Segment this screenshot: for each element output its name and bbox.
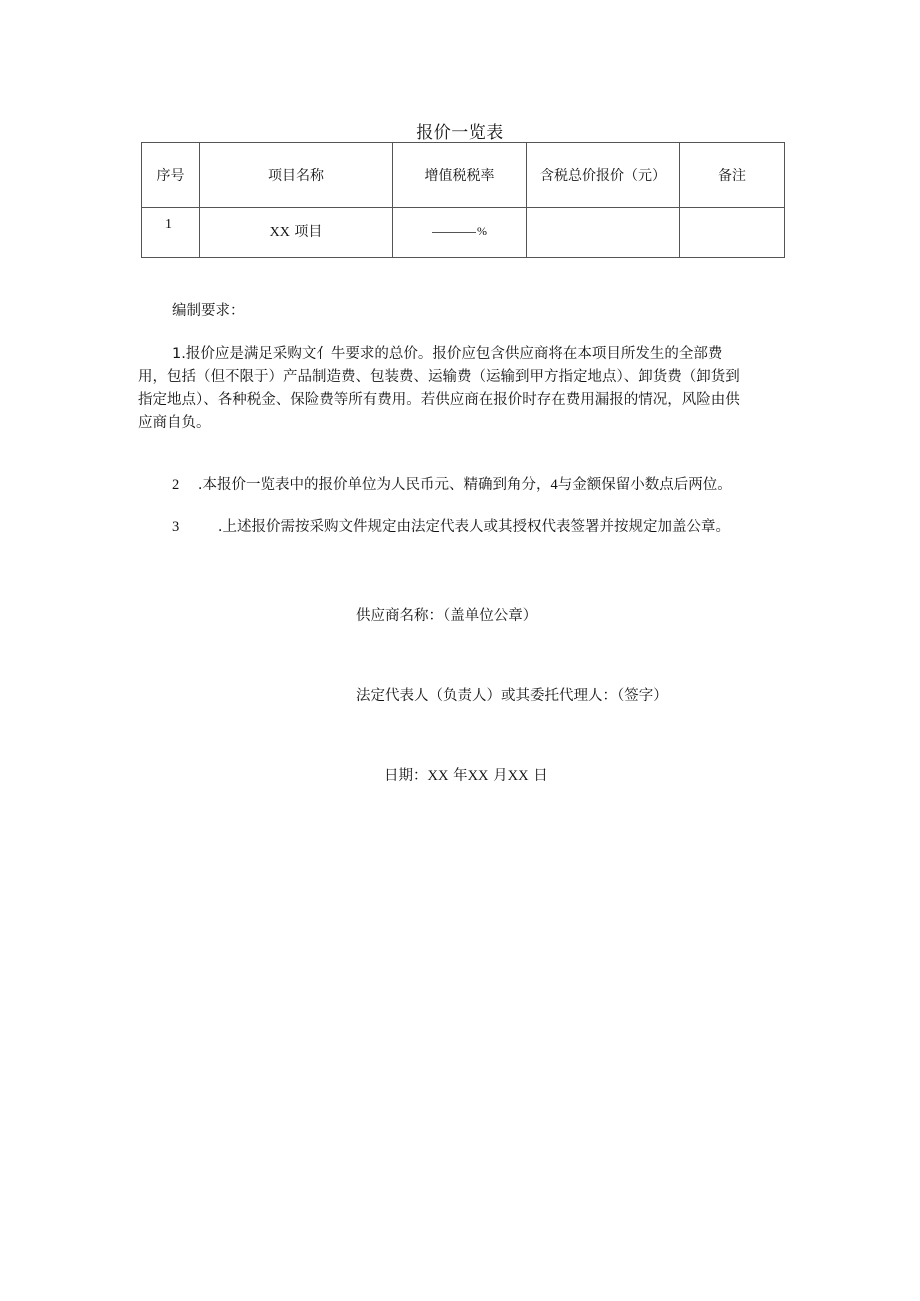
para2-tail: 与金额保留小数点后两位。 xyxy=(557,477,732,493)
date-month: 月 xyxy=(493,768,508,784)
para1-line-2: 用，包括（但不限于）产品制造费、包装费、运输费（运输到甲方指定地点）、卸货费（卸货到 xyxy=(138,369,740,385)
date-year-xx: XX xyxy=(427,768,449,784)
para2-number-4: 4 xyxy=(550,477,558,493)
requirement-paragraph-2 xyxy=(172,474,732,496)
para1-line-1: 1.报价应是满足采购文亻牛要求的总价。报价应包含供应商将在本项目所发生的全部费 xyxy=(172,346,723,362)
header-project-name: 项目名称 xyxy=(200,143,393,208)
table-header-row xyxy=(142,143,785,208)
rate-suffix: % xyxy=(477,223,487,238)
rate-blank-line xyxy=(432,231,476,233)
supplier-name-line: 供应商名称：（盖单位公章） xyxy=(356,608,538,624)
date-day: 日 xyxy=(533,768,548,784)
para1-line-4: 应商自负。 xyxy=(138,415,211,431)
date-day-xx: XX xyxy=(507,768,529,784)
representative-line: 法定代表人（负责人）或其委托代理人：（签字） xyxy=(356,688,668,704)
header-vat-rate: 增值税税率 xyxy=(393,143,527,208)
date-year: 年 xyxy=(453,768,468,784)
date-month-xx: XX xyxy=(467,768,489,784)
requirement-paragraph-1 xyxy=(138,343,798,435)
cell-vat-rate[interactable] xyxy=(393,208,527,258)
project-name: 项目 xyxy=(294,223,323,240)
para3-text: .上述报价需按采购文件规定由法定代表人或其授权代表签署并按规定加盖公章。 xyxy=(217,519,730,535)
para2-number: 2 xyxy=(172,477,180,493)
quote-table xyxy=(141,142,785,258)
page-title: 报价一览表 xyxy=(416,123,504,143)
table-row xyxy=(142,208,785,258)
requirements-heading: 编制要求： xyxy=(172,303,245,319)
header-seq: 序号 xyxy=(142,143,200,208)
date-line xyxy=(384,765,548,787)
para1-line-3: 指定地点）、各种税金、保险费等所有费用。若供应商在报价时存在费用漏报的情况，风险由供 xyxy=(138,392,740,408)
project-prefix: XX xyxy=(269,224,290,240)
para2-text: .本报价一览表中的报价单位为人民币元、精确到角分， xyxy=(197,477,551,493)
cell-project-name xyxy=(200,208,393,258)
date-label: 日期： xyxy=(384,768,428,784)
requirement-paragraph-3 xyxy=(172,516,730,538)
cell-remark[interactable] xyxy=(680,208,785,258)
cell-total-price[interactable] xyxy=(527,208,680,258)
header-total-price: 含税总价报价（元） xyxy=(527,143,680,208)
para3-number: 3 xyxy=(172,519,180,535)
header-remark: 备注 xyxy=(680,143,785,208)
cell-seq: 1 xyxy=(142,208,200,258)
